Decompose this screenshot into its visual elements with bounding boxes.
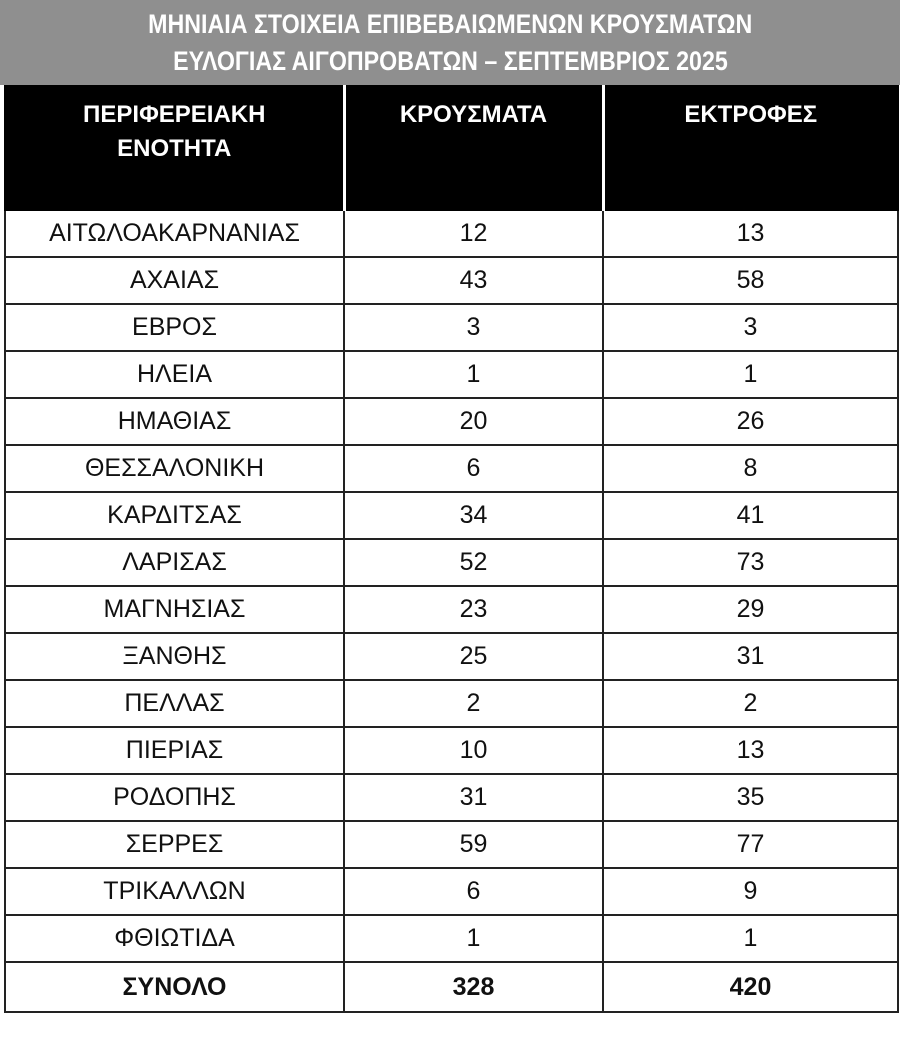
region-cell: ΤΡΙΚΑΛΛΩΝ [5, 868, 344, 915]
table-row [5, 539, 898, 586]
farms-cell: 8 [603, 445, 898, 492]
table-row [5, 633, 898, 680]
farms-cell: 2 [603, 680, 898, 727]
region-cell: ΚΑΡΔΙΤΣΑΣ [5, 492, 344, 539]
table-row [5, 774, 898, 821]
header-row [5, 86, 898, 210]
farms-cell: 9 [603, 868, 898, 915]
table-header [5, 86, 898, 210]
table-row [5, 821, 898, 868]
region-cell: ΣΕΡΡΕΣ [5, 821, 344, 868]
region-cell: ΗΛΕΙΑ [5, 351, 344, 398]
region-cell: ΦΘΙΩΤΙΔΑ [5, 915, 344, 962]
region-cell: ΑΙΤΩΛΟΑΚΑΡΝΑΝΙΑΣ [5, 210, 344, 257]
farms-cell: 77 [603, 821, 898, 868]
total-row [5, 962, 898, 1012]
table-row [5, 492, 898, 539]
table-row [5, 445, 898, 492]
cases-cell: 31 [344, 774, 603, 821]
cases-cell: 25 [344, 633, 603, 680]
total-cases: 328 [344, 962, 603, 1012]
header-region-line-1: ΠΕΡΙΦΕΡΕΙΑΚΗ [83, 101, 266, 128]
farms-cell: 41 [603, 492, 898, 539]
cases-cell: 59 [344, 821, 603, 868]
region-cell: ΛΑΡΙΣΑΣ [5, 539, 344, 586]
region-cell: ΗΜΑΘΙΑΣ [5, 398, 344, 445]
table-row [5, 727, 898, 774]
table-row [5, 304, 898, 351]
header-region [5, 86, 344, 210]
table-row [5, 586, 898, 633]
region-cell: ΕΒΡΟΣ [5, 304, 344, 351]
farms-cell: 73 [603, 539, 898, 586]
cases-cell: 1 [344, 351, 603, 398]
farms-cell: 29 [603, 586, 898, 633]
cases-cell: 6 [344, 445, 603, 492]
cases-cell: 1 [344, 915, 603, 962]
total-farms: 420 [603, 962, 898, 1012]
table-row [5, 868, 898, 915]
cases-cell: 2 [344, 680, 603, 727]
header-farms: ΕΚΤΡΟΦΕΣ [603, 86, 898, 210]
title-line-1: ΜΗΝΙΑΙΑ ΣΤΟΙΧΕΙΑ ΕΠΙΒΕΒΑΙΩΜΕΝΩΝ ΚΡΟΥΣΜΑΤΩΝ [147, 8, 753, 39]
cases-cell: 6 [344, 868, 603, 915]
table-row [5, 915, 898, 962]
cases-cell: 43 [344, 257, 603, 304]
region-cell: ΜΑΓΝΗΣΙΑΣ [5, 586, 344, 633]
farms-cell: 1 [603, 351, 898, 398]
region-cell: ΞΑΝΘΗΣ [5, 633, 344, 680]
farms-cell: 58 [603, 257, 898, 304]
farms-cell: 35 [603, 774, 898, 821]
table-row [5, 257, 898, 304]
cases-cell: 34 [344, 492, 603, 539]
farms-cell: 13 [603, 210, 898, 257]
table-body [5, 210, 898, 1012]
table-row [5, 351, 898, 398]
farms-cell: 26 [603, 398, 898, 445]
farms-cell: 1 [603, 915, 898, 962]
cases-cell: 52 [344, 539, 603, 586]
title-banner [0, 0, 900, 85]
table-row [5, 398, 898, 445]
cases-cell: 10 [344, 727, 603, 774]
region-cell: ΠΕΛΛΑΣ [5, 680, 344, 727]
farms-cell: 31 [603, 633, 898, 680]
cases-table [4, 85, 899, 1013]
cases-cell: 3 [344, 304, 603, 351]
cases-cell: 12 [344, 210, 603, 257]
farms-cell: 3 [603, 304, 898, 351]
total-label: ΣΥΝΟΛΟ [5, 962, 344, 1012]
region-cell: ΘΕΣΣΑΛΟΝΙΚΗ [5, 445, 344, 492]
table-row [5, 210, 898, 257]
header-region-line-2: ΕΝΟΤΗΤΑ [117, 135, 232, 162]
cases-cell: 23 [344, 586, 603, 633]
header-cases: ΚΡΟΥΣΜΑΤΑ [344, 86, 603, 210]
cases-cell: 20 [344, 398, 603, 445]
region-cell: ΡΟΔΟΠΗΣ [5, 774, 344, 821]
table-row [5, 680, 898, 727]
region-cell: ΠΙΕΡΙΑΣ [5, 727, 344, 774]
farms-cell: 13 [603, 727, 898, 774]
region-cell: ΑΧΑΙΑΣ [5, 257, 344, 304]
title-line-2: ΕΥΛΟΓΙΑΣ ΑΙΓΟΠΡΟΒΑΤΩΝ – ΣΕΠΤΕΜΒΡΙΟΣ 2025 [172, 45, 728, 76]
